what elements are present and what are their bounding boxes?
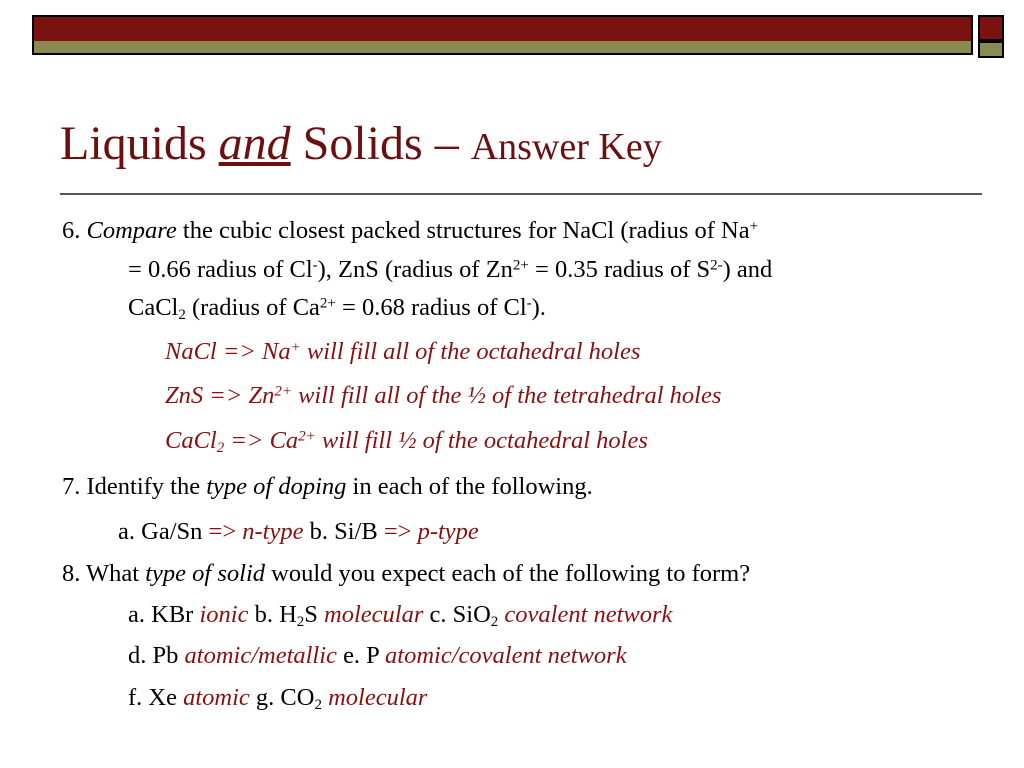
q6-answer-cacl2: CaCl$_2$ => $Ca^{2+}$ will fill ½ of the octahedral holes xyxy=(165,427,648,456)
q7-items: a. Ga/Sn => n-type b. Si/B => p-type xyxy=(118,518,479,545)
q6-line-1: 6. Compare the cubic closest packed structures for NaCl (radius of Na+ xyxy=(62,217,759,244)
title-rule xyxy=(60,193,982,195)
header-square-red xyxy=(978,15,1004,41)
title-text-2: Solids – xyxy=(290,117,471,170)
header-bar-red xyxy=(32,15,973,41)
q8-prompt: 8. What type of solid would you expect each of the following to form? xyxy=(62,560,751,587)
header-square-olive xyxy=(978,41,1004,58)
q6-answer-zns: ZnS => $Zn^{2+}$ will fill all of the ½ of the tetrahedral holes xyxy=(165,382,722,409)
q6-answer-nacl: NaCl => Na+ will fill all of the octahedral holes xyxy=(165,338,641,365)
q8-items-row-1: a. KBr ionic b. $H_2S$ molecular c. SiO$_2$ covalent network xyxy=(128,601,673,630)
q8-items-row-2: d. Pb atomic/metallic e. P atomic/covalent network xyxy=(128,642,627,669)
q7-prompt: 7. Identify the type of doping in each of the following. xyxy=(62,473,593,500)
q6-line-2: = 0.66 radius of Cl-), ZnS (radius of $Zn^{2+} = 0.35$ radius of $S^{2-}$) and xyxy=(128,256,773,283)
title-text-1: Liquids xyxy=(60,117,219,170)
title-subtitle: Answer Key xyxy=(470,126,662,168)
q6-line-3: CaCl$_2$ (radius of $Ca^{2+} = 0.68$ radius of Cl-). xyxy=(128,294,546,323)
q8-items-row-3: f. Xe atomic g. $CO_2$ molecular xyxy=(128,684,428,713)
title-text-and: and xyxy=(218,117,291,170)
slide-title xyxy=(60,118,662,171)
